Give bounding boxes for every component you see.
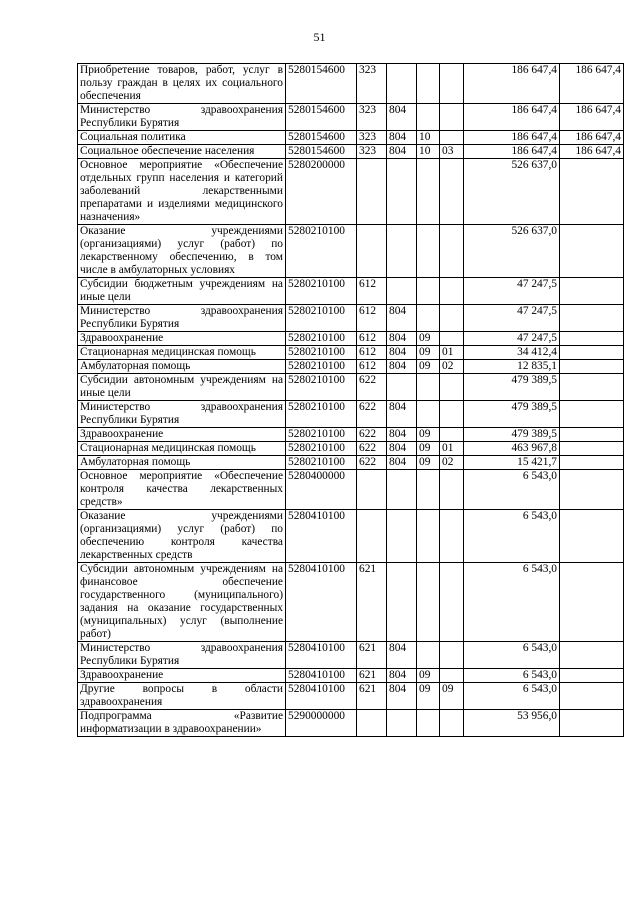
- row-expense-type: 612: [357, 332, 387, 346]
- row-name: Стационарная медицинская помощь: [78, 346, 286, 360]
- row-expense-type: 621: [357, 683, 387, 710]
- row-sum-1: 6 543,0: [464, 563, 560, 642]
- row-sum-1: 47 247,5: [464, 305, 560, 332]
- row-name: Основное мероприятие «Обеспечение отдельных групп населения и категорий заболеваний лекарственными препаратами и изделиями медицинского назначения»: [78, 159, 286, 225]
- page-number: 51: [313, 30, 326, 44]
- row-sum-1: 186 647,4: [464, 145, 560, 159]
- row-expense-type: 622: [357, 401, 387, 428]
- row-subsection: [440, 104, 464, 131]
- row-code: 5280154600: [286, 145, 357, 159]
- row-ministry-code: [387, 710, 417, 737]
- row-sum-1: 6 543,0: [464, 669, 560, 683]
- row-expense-type: [357, 710, 387, 737]
- row-expense-type: 622: [357, 428, 387, 442]
- table-row: [78, 346, 624, 360]
- row-sum-2: [560, 305, 624, 332]
- row-sum-2: [560, 374, 624, 401]
- row-expense-type: [357, 470, 387, 510]
- row-ministry-code: 804: [387, 332, 417, 346]
- row-code: 5280210100: [286, 456, 357, 470]
- row-ministry-code: [387, 225, 417, 278]
- table-row: [78, 456, 624, 470]
- row-expense-type: 622: [357, 442, 387, 456]
- row-subsection: [440, 428, 464, 442]
- row-sum-2: [560, 563, 624, 642]
- row-subsection: [440, 563, 464, 642]
- table-row: [78, 710, 624, 737]
- row-code: 5280410100: [286, 563, 357, 642]
- row-expense-type: 621: [357, 563, 387, 642]
- row-name: Здравоохранение: [78, 428, 286, 442]
- row-subsection: [440, 470, 464, 510]
- row-sum-1: 479 389,5: [464, 401, 560, 428]
- row-sum-2: [560, 401, 624, 428]
- table-row: [78, 131, 624, 145]
- row-sum-1: 186 647,4: [464, 104, 560, 131]
- row-name: Министерство здравоохранения Республики Бурятия: [78, 642, 286, 669]
- row-sum-2: [560, 710, 624, 737]
- row-section: 09: [417, 428, 440, 442]
- row-ministry-code: [387, 510, 417, 563]
- row-code: 5280210100: [286, 346, 357, 360]
- table-row: [78, 401, 624, 428]
- row-code: 5280410100: [286, 642, 357, 669]
- table-row: [78, 332, 624, 346]
- row-subsection: [440, 401, 464, 428]
- row-sum-2: [560, 442, 624, 456]
- row-sum-2: [560, 642, 624, 669]
- row-section: [417, 225, 440, 278]
- row-subsection: [440, 374, 464, 401]
- row-code: 5280210100: [286, 360, 357, 374]
- row-name: Социальное обеспечение населения: [78, 145, 286, 159]
- row-subsection: [440, 332, 464, 346]
- row-sum-2: 186 647,4: [560, 131, 624, 145]
- table-row: [78, 510, 624, 563]
- row-sum-1: 526 637,0: [464, 225, 560, 278]
- row-name: Амбулаторная помощь: [78, 360, 286, 374]
- table-row: [78, 470, 624, 510]
- row-code: 5280210100: [286, 428, 357, 442]
- row-subsection: [440, 64, 464, 104]
- budget-table-body: [78, 64, 624, 737]
- row-subsection: [440, 225, 464, 278]
- row-name: Амбулаторная помощь: [78, 456, 286, 470]
- row-section: [417, 510, 440, 563]
- row-section: 09: [417, 346, 440, 360]
- row-ministry-code: 804: [387, 442, 417, 456]
- row-expense-type: [357, 225, 387, 278]
- row-code: 5280210100: [286, 305, 357, 332]
- row-expense-type: 323: [357, 64, 387, 104]
- row-name: Здравоохранение: [78, 669, 286, 683]
- row-code: 5280154600: [286, 104, 357, 131]
- row-subsection: 03: [440, 145, 464, 159]
- table-row: [78, 669, 624, 683]
- table-row: [78, 305, 624, 332]
- row-name: Министерство здравоохранения Республики Бурятия: [78, 104, 286, 131]
- row-code: 5280410100: [286, 510, 357, 563]
- row-code: 5280210100: [286, 278, 357, 305]
- row-sum-1: 47 247,5: [464, 278, 560, 305]
- row-sum-1: 6 543,0: [464, 510, 560, 563]
- table-row: [78, 145, 624, 159]
- table-row: [78, 159, 624, 225]
- row-section: 09: [417, 332, 440, 346]
- row-code: 5280210100: [286, 442, 357, 456]
- row-expense-type: 622: [357, 374, 387, 401]
- row-subsection: 02: [440, 456, 464, 470]
- row-section: [417, 710, 440, 737]
- table-row: [78, 563, 624, 642]
- row-code: 5280410100: [286, 683, 357, 710]
- row-subsection: [440, 669, 464, 683]
- row-sum-2: [560, 360, 624, 374]
- row-expense-type: [357, 159, 387, 225]
- row-subsection: 09: [440, 683, 464, 710]
- row-ministry-code: 804: [387, 683, 417, 710]
- table-row: [78, 225, 624, 278]
- row-code: 5280410100: [286, 669, 357, 683]
- budget-table: [77, 63, 624, 737]
- row-sum-2: [560, 470, 624, 510]
- table-row: [78, 104, 624, 131]
- row-name: Субсидии автономным учреждениям на иные цели: [78, 374, 286, 401]
- row-ministry-code: 804: [387, 669, 417, 683]
- row-sum-2: 186 647,4: [560, 145, 624, 159]
- row-subsection: [440, 131, 464, 145]
- row-expense-type: 621: [357, 669, 387, 683]
- row-expense-type: 323: [357, 145, 387, 159]
- row-expense-type: 622: [357, 456, 387, 470]
- row-sum-2: 186 647,4: [560, 104, 624, 131]
- row-sum-1: 479 389,5: [464, 374, 560, 401]
- row-expense-type: 323: [357, 104, 387, 131]
- row-subsection: [440, 159, 464, 225]
- row-subsection: 01: [440, 442, 464, 456]
- row-section: 09: [417, 360, 440, 374]
- row-ministry-code: 804: [387, 401, 417, 428]
- table-row: [78, 278, 624, 305]
- row-section: [417, 278, 440, 305]
- row-sum-2: [560, 683, 624, 710]
- row-section: [417, 563, 440, 642]
- row-section: [417, 305, 440, 332]
- row-name: Основное мероприятие «Обеспечение контроля качества лекарственных средств»: [78, 470, 286, 510]
- table-row: [78, 683, 624, 710]
- row-ministry-code: 804: [387, 104, 417, 131]
- row-name: Министерство здравоохранения Республики Бурятия: [78, 401, 286, 428]
- row-section: 10: [417, 145, 440, 159]
- row-section: [417, 374, 440, 401]
- row-sum-2: [560, 159, 624, 225]
- row-ministry-code: 804: [387, 360, 417, 374]
- row-ministry-code: 804: [387, 145, 417, 159]
- row-expense-type: 621: [357, 642, 387, 669]
- row-expense-type: 612: [357, 360, 387, 374]
- row-name: Министерство здравоохранения Республики Бурятия: [78, 305, 286, 332]
- row-code: 5280154600: [286, 131, 357, 145]
- row-ministry-code: [387, 374, 417, 401]
- row-code: 5280154600: [286, 64, 357, 104]
- row-section: 09: [417, 456, 440, 470]
- row-sum-1: 6 543,0: [464, 642, 560, 669]
- row-section: 09: [417, 683, 440, 710]
- row-sum-1: 479 389,5: [464, 428, 560, 442]
- row-code: 5280210100: [286, 401, 357, 428]
- row-subsection: [440, 642, 464, 669]
- row-sum-2: [560, 225, 624, 278]
- row-section: 09: [417, 669, 440, 683]
- row-sum-1: 15 421,7: [464, 456, 560, 470]
- row-subsection: [440, 710, 464, 737]
- row-subsection: [440, 305, 464, 332]
- row-sum-2: [560, 278, 624, 305]
- row-sum-1: 186 647,4: [464, 64, 560, 104]
- table-row: [78, 442, 624, 456]
- row-section: [417, 159, 440, 225]
- row-ministry-code: [387, 64, 417, 104]
- row-ministry-code: [387, 159, 417, 225]
- row-code: 5290000000: [286, 710, 357, 737]
- row-sum-1: 463 967,8: [464, 442, 560, 456]
- row-expense-type: 323: [357, 131, 387, 145]
- row-sum-2: [560, 346, 624, 360]
- row-name: Приобретение товаров, работ, услуг в пользу граждан в целях их социального обеспечения: [78, 64, 286, 104]
- row-sum-1: 47 247,5: [464, 332, 560, 346]
- row-sum-2: [560, 510, 624, 563]
- row-name: Социальная политика: [78, 131, 286, 145]
- row-name: Субсидии бюджетным учреждениям на иные цели: [78, 278, 286, 305]
- row-section: [417, 470, 440, 510]
- row-expense-type: 612: [357, 346, 387, 360]
- row-code: 5280210100: [286, 225, 357, 278]
- row-ministry-code: [387, 278, 417, 305]
- row-ministry-code: 804: [387, 642, 417, 669]
- row-code: 5280200000: [286, 159, 357, 225]
- row-name: Здравоохранение: [78, 332, 286, 346]
- row-sum-2: [560, 669, 624, 683]
- table-row: [78, 374, 624, 401]
- row-code: 5280210100: [286, 332, 357, 346]
- row-code: 5280400000: [286, 470, 357, 510]
- row-code: 5280210100: [286, 374, 357, 401]
- row-sum-2: [560, 332, 624, 346]
- row-sum-1: 526 637,0: [464, 159, 560, 225]
- row-sum-1: 186 647,4: [464, 131, 560, 145]
- row-ministry-code: [387, 563, 417, 642]
- row-name: Подпрограмма «Развитие информатизации в здравоохранении»: [78, 710, 286, 737]
- row-sum-1: 34 412,4: [464, 346, 560, 360]
- row-subsection: 02: [440, 360, 464, 374]
- row-expense-type: 612: [357, 305, 387, 332]
- row-sum-2: [560, 428, 624, 442]
- row-subsection: [440, 278, 464, 305]
- table-row: [78, 428, 624, 442]
- table-row: [78, 64, 624, 104]
- row-sum-1: 6 543,0: [464, 470, 560, 510]
- row-ministry-code: 804: [387, 305, 417, 332]
- row-sum-2: [560, 456, 624, 470]
- row-name: Стационарная медицинская помощь: [78, 442, 286, 456]
- row-ministry-code: [387, 470, 417, 510]
- row-section: 10: [417, 131, 440, 145]
- row-name: Другие вопросы в области здравоохранения: [78, 683, 286, 710]
- row-section: [417, 401, 440, 428]
- row-section: [417, 642, 440, 669]
- row-name: Субсидии автономным учреждениям на финансовое обеспечение государственного (муниципального) задания на оказание государственных (муниципальных) услуг (выполнение работ): [78, 563, 286, 642]
- table-row: [78, 360, 624, 374]
- row-subsection: 01: [440, 346, 464, 360]
- row-subsection: [440, 510, 464, 563]
- row-expense-type: [357, 510, 387, 563]
- row-section: 09: [417, 442, 440, 456]
- row-name: Оказание учреждениями (организациями) услуг (работ) по обеспечению контроля качества лекарственных средств: [78, 510, 286, 563]
- row-sum-2: 186 647,4: [560, 64, 624, 104]
- row-ministry-code: 804: [387, 428, 417, 442]
- row-ministry-code: 804: [387, 131, 417, 145]
- row-section: [417, 104, 440, 131]
- row-ministry-code: 804: [387, 456, 417, 470]
- row-ministry-code: 804: [387, 346, 417, 360]
- row-section: [417, 64, 440, 104]
- row-sum-1: 53 956,0: [464, 710, 560, 737]
- row-sum-1: 12 835,1: [464, 360, 560, 374]
- row-expense-type: 612: [357, 278, 387, 305]
- row-sum-1: 6 543,0: [464, 683, 560, 710]
- table-row: [78, 642, 624, 669]
- row-name: Оказание учреждениями (организациями) услуг (работ) по лекарственному обеспечению, в том числе в амбулаторных условиях: [78, 225, 286, 278]
